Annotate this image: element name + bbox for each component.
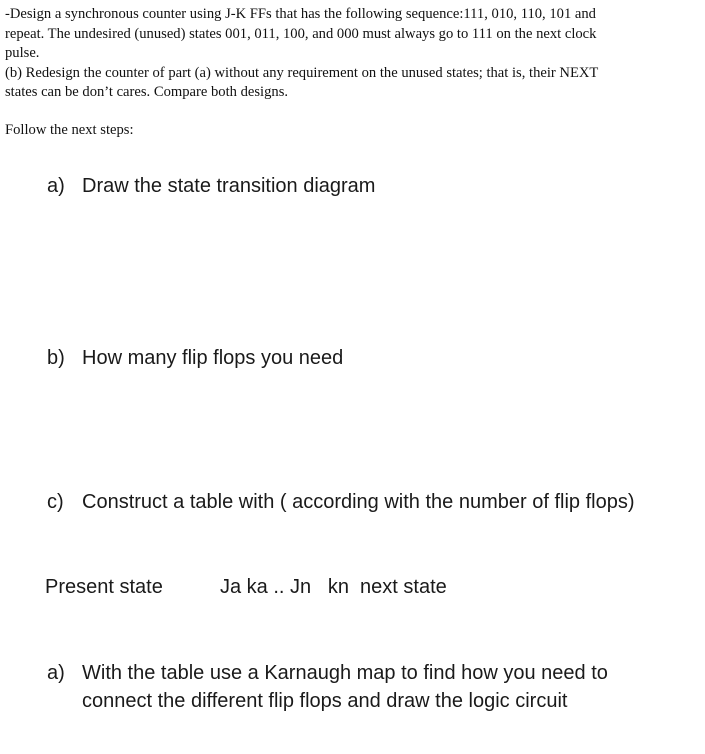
problem-statement [5, 5, 665, 103]
step-karnaugh-text [82, 659, 608, 715]
step-a-text: Draw the state transition diagram [82, 175, 376, 197]
step-b-text: How many flip flops you need [82, 347, 344, 369]
step-karnaugh-line-2: connect the different flip flops and draw the logic circuit [82, 690, 568, 712]
problem-line-4: (b) Redesign the counter of part (a) without any requirement on the unused states; that is, their NEXT [5, 64, 599, 81]
follow-steps-label: Follow the next steps: [5, 122, 134, 138]
step-b-marker: b) [47, 347, 65, 369]
step-c-marker: c) [47, 491, 64, 513]
present-state-column: Present state [45, 576, 163, 598]
step-b [47, 344, 343, 372]
step-karnaugh-marker: a) [47, 662, 65, 684]
step-a [47, 172, 375, 200]
problem-line-3: pulse. [5, 45, 40, 62]
table-header [45, 573, 447, 601]
step-karnaugh [47, 659, 687, 715]
jk-next-state-columns: Ja ka .. Jn kn next state [220, 576, 447, 598]
problem-line-1: -Design a synchronous counter using J-K FFs that has the following sequence:111, 010, 110, 101 and [5, 6, 596, 22]
step-a-marker: a) [47, 175, 65, 197]
step-c [47, 488, 634, 516]
problem-line-2: repeat. The undesired (unused) states 001, 011, 100, and 000 must always go to 111 on the next clock [5, 25, 597, 42]
problem-line-5: states can be don’t cares. Compare both designs. [5, 84, 289, 101]
step-karnaugh-line-1: With the table use a Karnaugh map to find how you need to [82, 662, 608, 684]
step-c-text: Construct a table with ( according with the number of flip flops) [82, 491, 635, 513]
